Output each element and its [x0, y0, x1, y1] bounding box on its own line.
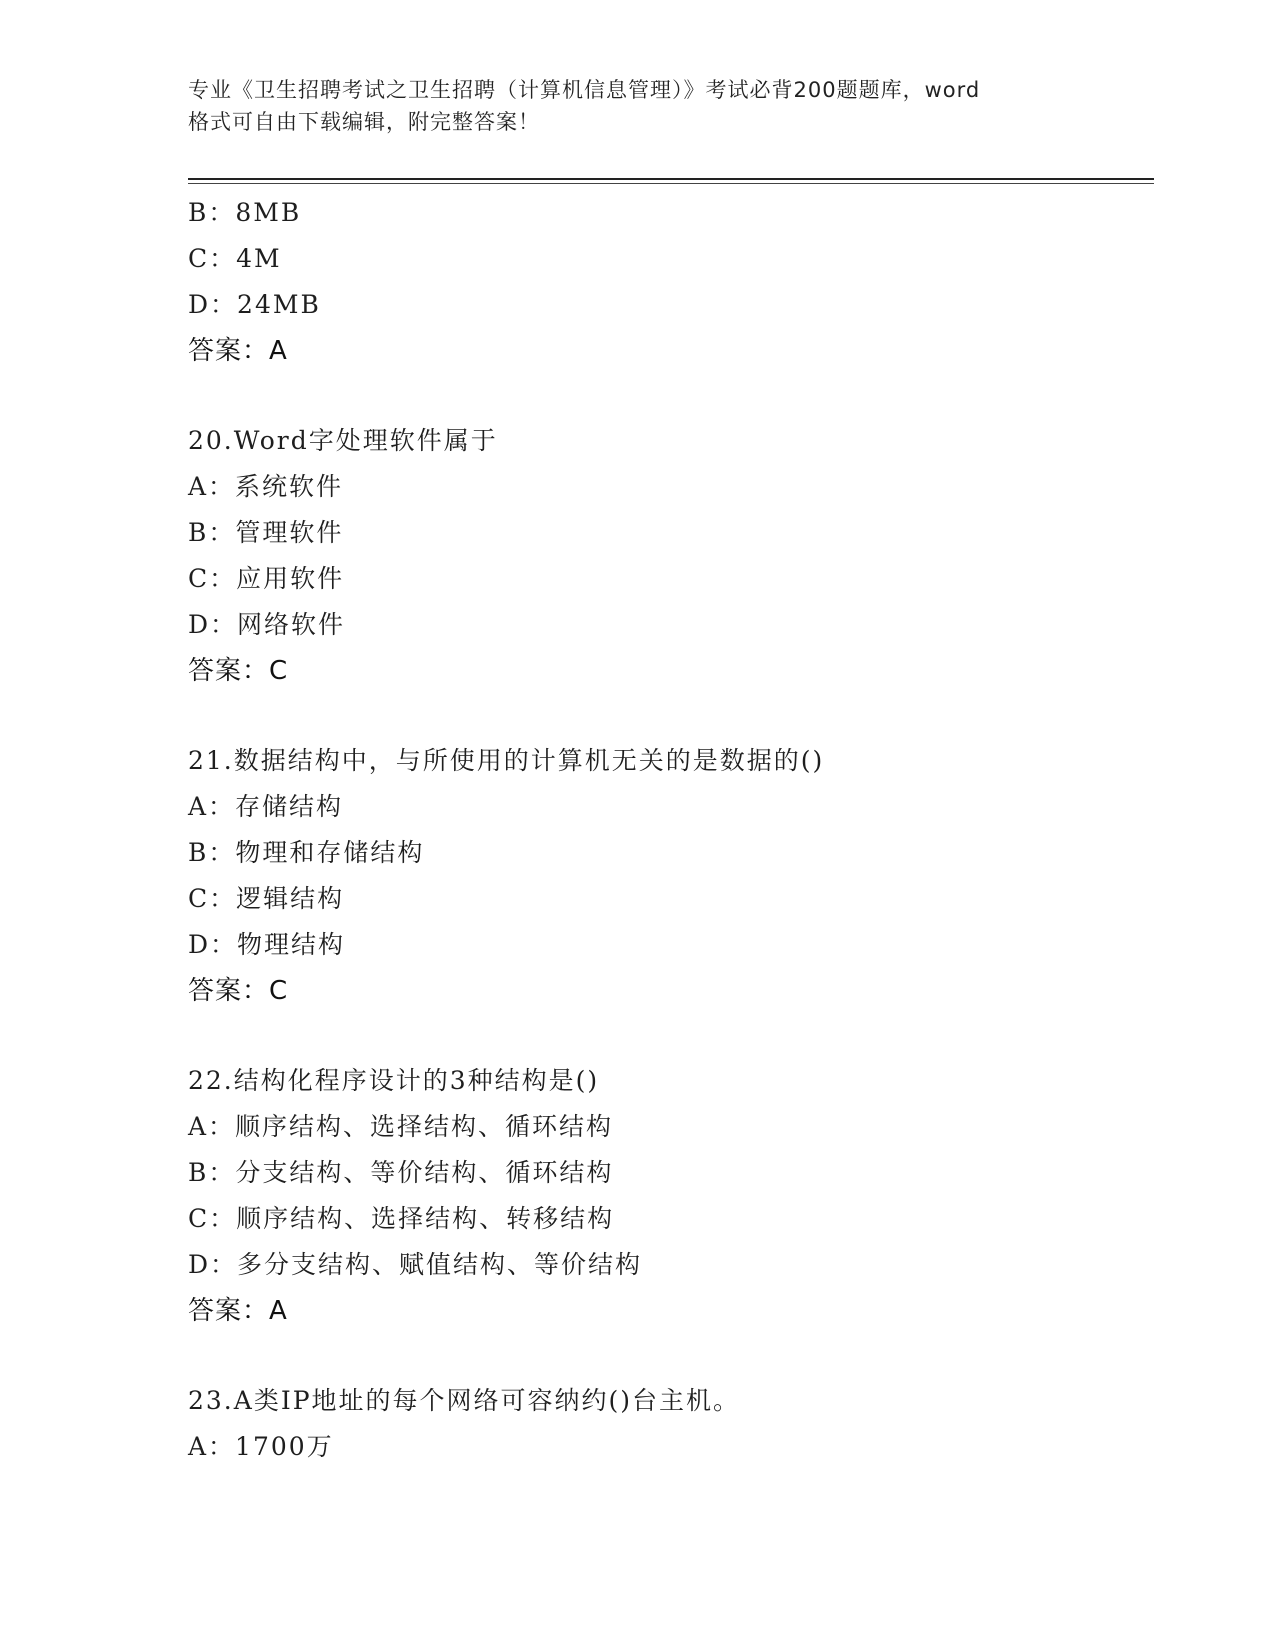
answer-key: 答案：C [188, 656, 289, 686]
question-text: 23.A类IP地址的每个网络可容纳约()台主机。 [188, 1386, 741, 1415]
header-rule-thin [188, 183, 1154, 184]
answer-key: 答案：A [188, 1296, 288, 1326]
question-block [188, 418, 1148, 694]
answer-option: C：4M [188, 244, 282, 273]
answer-option: D：多分支结构、赋值结构、等价结构 [188, 1250, 643, 1279]
answer-key: 答案：A [188, 336, 288, 366]
answer-option: B：分支结构、等价结构、循环结构 [188, 1158, 614, 1187]
answer-option: B：物理和存储结构 [188, 838, 425, 867]
question-block [188, 1058, 1148, 1334]
header-title-line-2: 格式可自由下载编辑，附完整答案！ [188, 110, 540, 134]
question-block [188, 738, 1148, 1014]
answer-option: D：24MB [188, 290, 321, 319]
block-spacer [188, 694, 1148, 738]
answer-key: 答案：C [188, 976, 289, 1006]
header-rule-thick [188, 178, 1154, 180]
answer-option: B：8MB [188, 198, 302, 227]
question-list [188, 190, 1148, 1470]
answer-option: C：应用软件 [188, 564, 345, 593]
question-block [188, 1378, 1148, 1470]
question-text: 22.结构化程序设计的3种结构是() [188, 1066, 600, 1095]
answer-option: A：顺序结构、选择结构、循环结构 [188, 1112, 614, 1141]
answer-option: C：顺序结构、选择结构、转移结构 [188, 1204, 615, 1233]
document-header [188, 74, 1088, 138]
question-block [188, 190, 1148, 374]
header-title-line-1: 专业《卫生招聘考试之卫生招聘（计算机信息管理）》考试必背200题题库，word [188, 78, 981, 102]
question-text: 20.Word字处理软件属于 [188, 426, 498, 455]
answer-option: C：逻辑结构 [188, 884, 345, 913]
block-spacer [188, 1334, 1148, 1378]
question-text: 21.数据结构中，与所使用的计算机无关的是数据的() [188, 746, 825, 775]
answer-option: D：物理结构 [188, 930, 346, 959]
answer-option: B：管理软件 [188, 518, 344, 547]
answer-option: A：系统软件 [188, 472, 344, 501]
answer-option: A：存储结构 [188, 792, 344, 821]
block-spacer [188, 1014, 1148, 1058]
answer-option: A：1700万 [188, 1432, 334, 1461]
block-spacer [188, 374, 1148, 418]
answer-option: D：网络软件 [188, 610, 346, 639]
